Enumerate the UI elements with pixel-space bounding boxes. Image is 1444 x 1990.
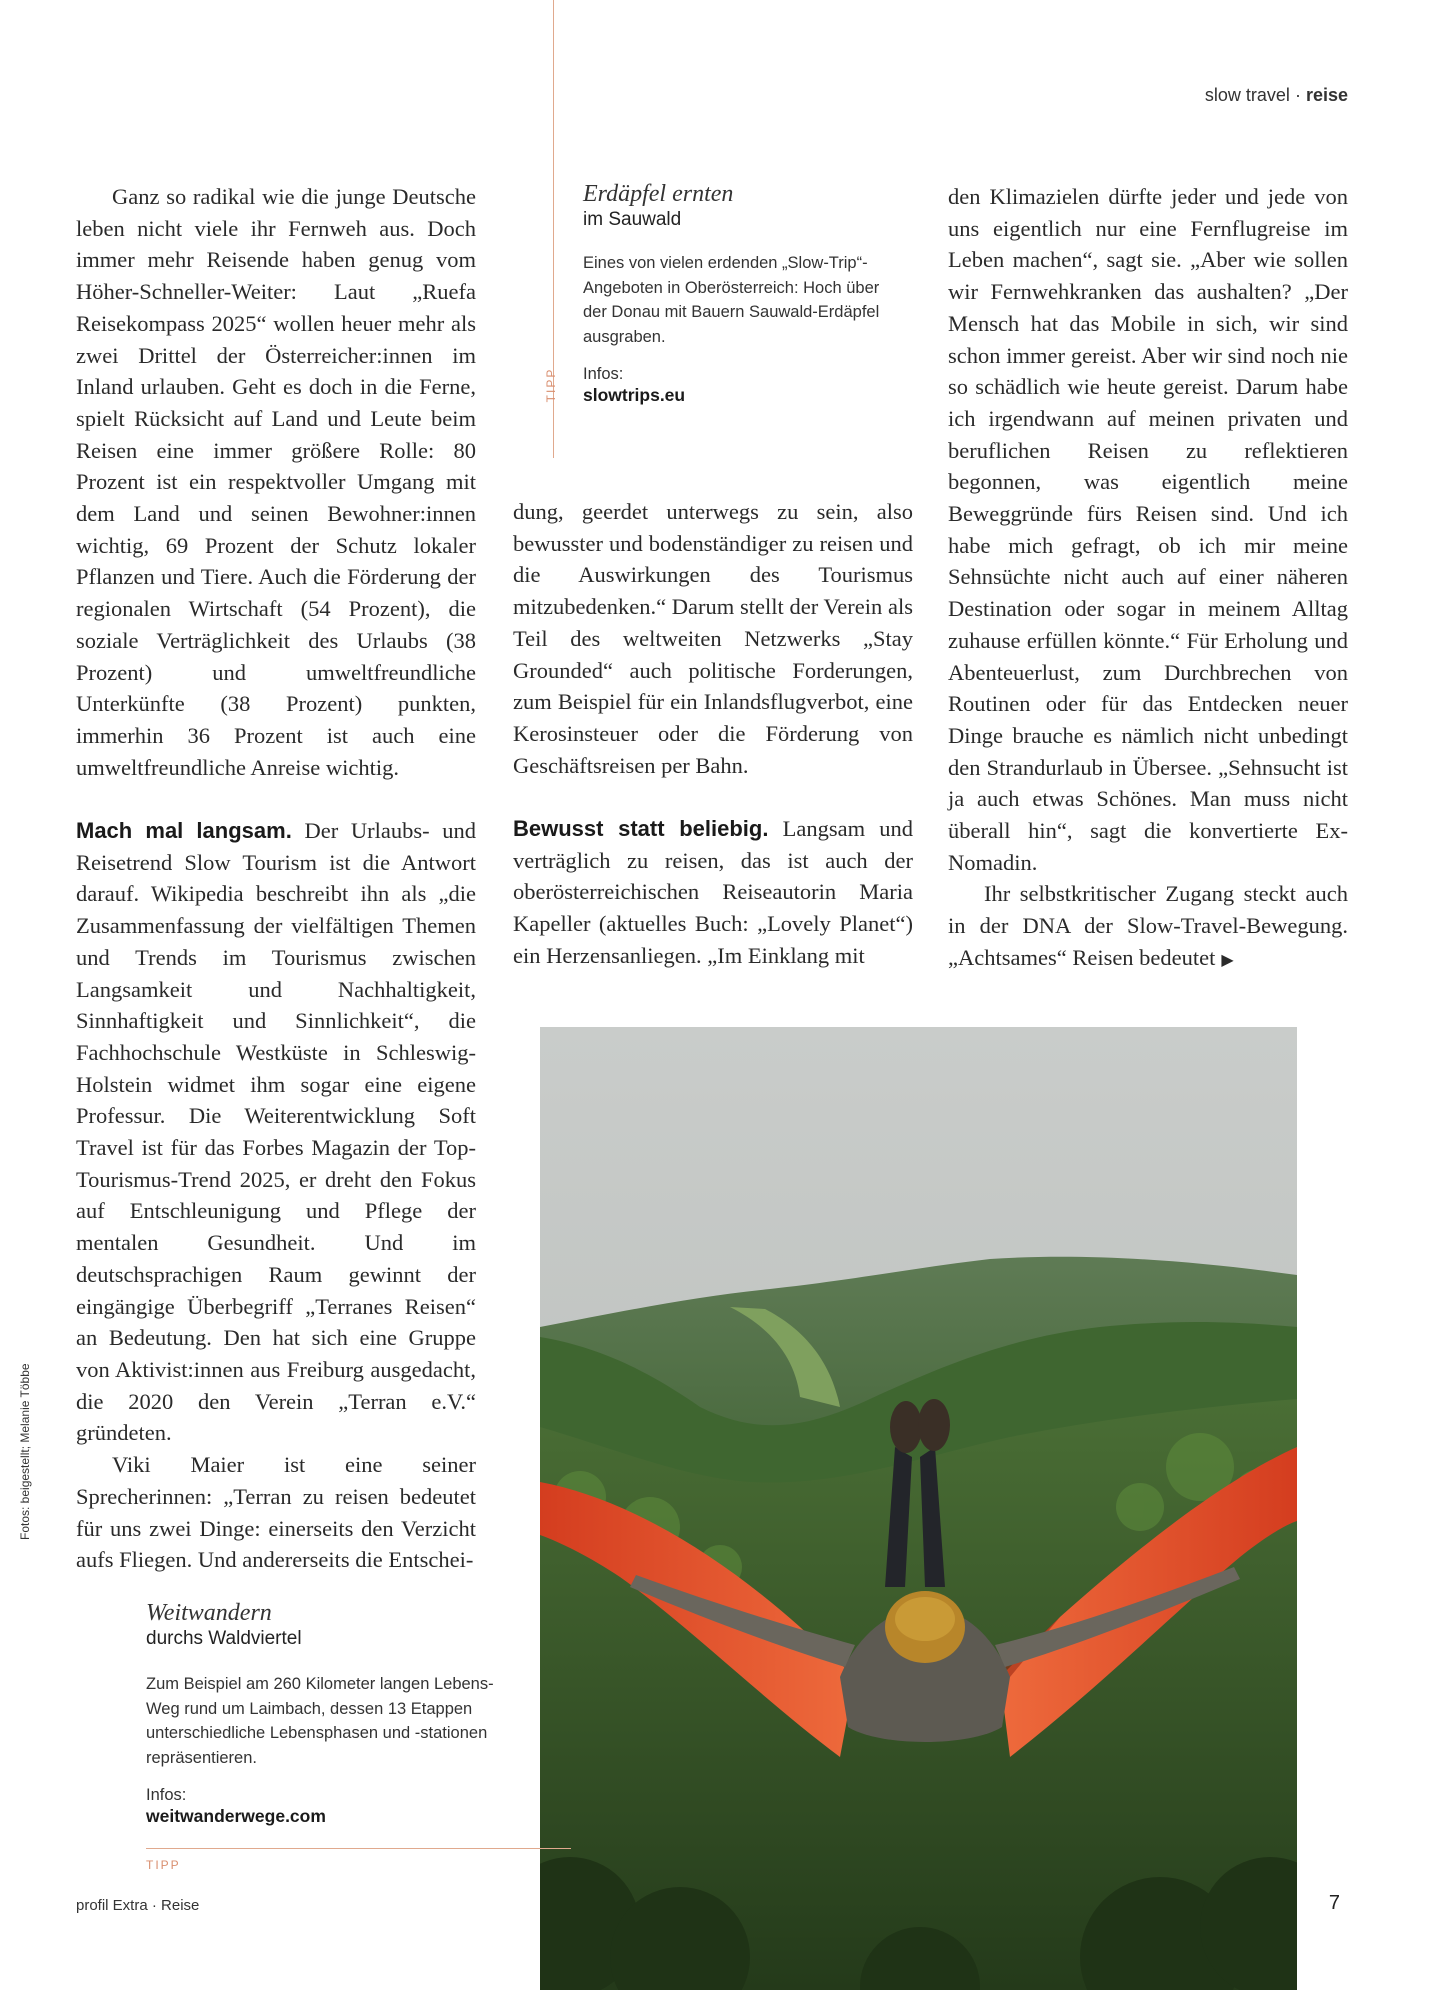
footer-magazine: profil Extra [76,1897,148,1914]
tip-title: Erdäpfel ernten [583,181,734,207]
subhead-lead: Mach mal langsam. [76,818,292,844]
paragraph: Ganz so radikal wie die junge Deutsche leben nicht viele ihr Fernweh aus. Doch immer mehr Reisende haben genug vom Höher-Schneller-Weiter: Laut „Ruefa Reisekompass 2025“ wollen heuer mehr als zwei Drittel der Österreicher:innen im Inland urlauben. Geht es doch in die Ferne, spielt Rücksicht auf Land und Leute beim Reisen eine immer größere Rolle: 80 Prozent ist ein respektvoller Umgang mit dem Land und seinen Bewohner:innen wichtig, 69 Prozent der Schutz lokaler Pflanzen und Tiere. Auch die Förderung der regionalen Wirtschaft (54 Prozent), die soziale Verträglichkeit des Urlaubs (38 Prozent) und umweltfreundliche Unterkünfte (38 Prozent) punkten, immerhin 36 Prozent ist auch eine umweltfreundliche Anreise wichtig. [76,184,476,780]
paragraph: Viki Maier ist eine seiner Sprecherinnen: „Terran zu reisen bedeutet für uns zwei Dinge: einerseits den Verzicht aufs Fliegen. Und andererseits die Entschei- [76,1452,476,1573]
article-column-2 [513,496,913,972]
paragraph: dung, geerdet unterwegs zu sein, also bewusster und bodenständiger zu reisen und die Auswirkungen des Tourismus mitzubedenken.“ Darum stellt der Verein als Teil des weltweiten Netzwerks „Stay Grounded“ auch politische Forderungen, zum Beispiel für ein Inlandsflugverbot, eine Kerosinsteuer oder die Förderung von Geschäftsreisen per Bahn. [513,499,913,778]
tip-box-weitwandern [146,1600,506,1827]
footer-separator: · [151,1897,157,1914]
tip-url-link[interactable]: slowtrips.eu [583,385,686,405]
tip-body: Zum Beispiel am 260 Kilometer langen Lebens-Weg rund um Laimbach, dessen 13 Etappen unterschiedliche Lebensphasen und -stationen repräsentieren. [146,1675,494,1767]
subhead-lead: Bewusst statt beliebig. [513,816,769,842]
photo-person-beanie-highlight [895,1597,955,1641]
tip-label: TIPP [544,367,558,403]
tip-label: TIPP [146,1858,181,1872]
tip-infos-label: Infos: [146,1786,187,1804]
continue-arrow-icon: ▶ [1221,949,1234,969]
article-column-1 [76,181,476,1576]
tip-divider-line [146,1848,571,1849]
tip-infos-label: Infos: [583,365,624,383]
tip-body: Eines von vielen erdenden „Slow-Trip“-Angeboten in Oberösterreich: Hoch über der Donau mit Bauern Sauwald-Erdäpfel ausgraben. [583,254,880,346]
running-head-separator: · [1294,85,1301,105]
paragraph-text: Ihr selbstkritischer Zugang steckt auch in der DNA der Slow-Travel-Bewegung. „Achtsames“ Reisen bedeutet [948,881,1348,970]
photo-credit: Fotos: beigestellt; Melanie Többe [18,1363,32,1540]
paragraph [948,878,1348,975]
paragraph: den Klimazielen dürfte jeder und jede von uns eigentlich nur eine Fernflugreise im Leben machen“, sagt sie. „Aber wie sollen wir Fernwehkranken das aushalten? „Der Mensch hat das Mobile in sich, wir sind schon immer gereist. Aber wir sind noch nie so schädlich wie heute gereist. Darum habe ich irgendwann auf meinen privaten und beruflichen Reisen zu reflektieren begonnen, was eigentlich meine Beweggründe fürs Reisen sind. Und ich habe mich gefragt, ob ich mir meine Sehnsüchte nicht auch auf einer näheren Destination oder sogar in meinem Alltag zuhause erfüllen könnte.“ Für Erholung und Abenteuerlust, zum Durchbrechen von Routinen oder für das Entdecken neuer Dinge brauche es nämlich nicht unbedingt den Strandurlaub in Übersee. „Sehnsucht ist ja auch etwas Schönes. Man muss nicht überall hin“, sagt die konvertierte Ex-Nomadin. [948,184,1348,875]
tip-subtitle: im Sauwald [583,209,682,230]
paragraph-text: Der Urlaubs- und Reisetrend Slow Tourism ist die Antwort darauf. Wikipedia beschreibt ihn als „die Zusammenfassung der vielfältigen Themen und Trends im Tourismus zwischen Langsamkeit und Nachhaltigkeit, Sinnhaftigkeit und Sinnlichkeit“, die Fachhochschule Westküste in Schleswig-Holstein widmet ihm sogar eine eigene Professur. Die Weiterentwicklung Soft Travel ist für das Forbes Magazin der Top-Tourismus-Trend 2025, er dreht den Fokus auf Entschleunigung und Pflege der mentalen Gesundheit. Und im deutschsprachigen Raum gewinnt der eingängige Überbegriff „Terranes Reisen“ an Bedeutung. Den hat sich eine Gruppe von Aktivist:innen aus Freiburg ausgedacht, die 2020 den Verein „Terran e.V.“ gründeten. [76,818,476,1446]
paragraph [76,815,476,1449]
footer-section: Reise [161,1897,200,1914]
paragraph [513,813,913,972]
page-number: 7 [1328,1892,1340,1914]
tip-subtitle: durchs Waldviertel [146,1628,302,1649]
tip-title: Weitwandern [146,1600,272,1626]
running-head-topic: reise [1305,85,1348,105]
running-head-section: slow travel [1204,85,1290,105]
page-footer [76,1897,199,1914]
hammock-forest-photo [540,1027,1297,1990]
tip-box-erdaepfel [583,181,903,406]
running-head [1205,85,1348,106]
article-column-3 [948,181,1348,976]
tip-url-link[interactable]: weitwanderwege.com [146,1806,326,1826]
paragraph-text: Langsam und verträglich zu reisen, das ist auch der oberösterreichischen Reiseautorin Maria Kapeller (aktuelles Buch: „Lovely Planet“) ein Herzensanliegen. „Im Einklang mit [513,816,913,968]
